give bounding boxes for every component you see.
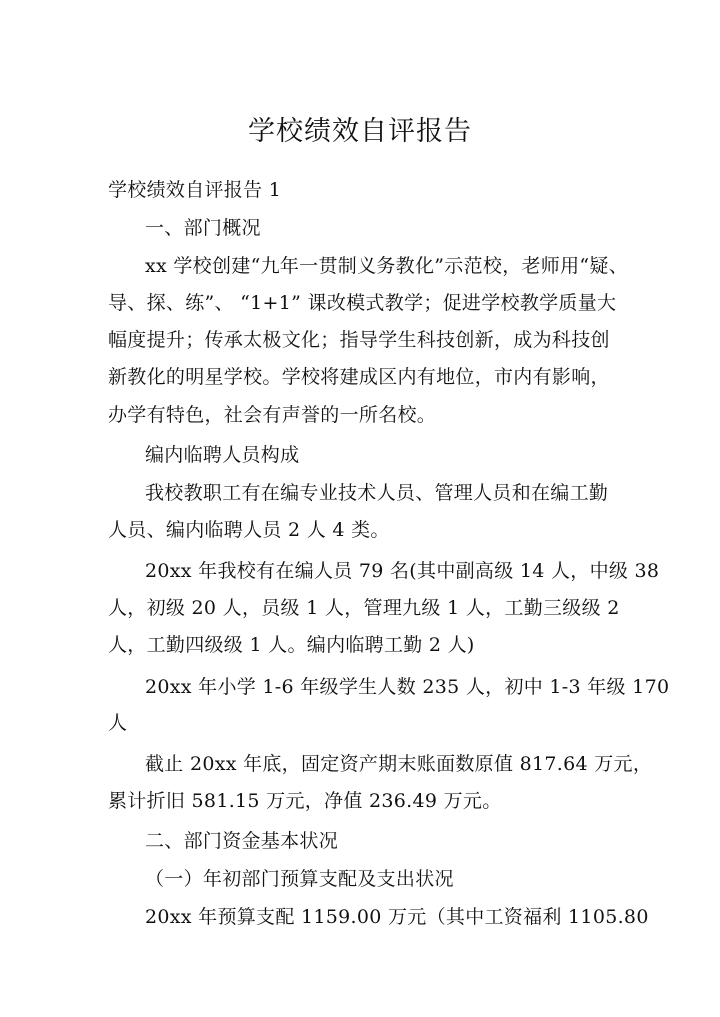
subheading-staff-composition: 编内临聘人员构成 <box>145 444 300 466</box>
paragraph-line: 幅度提升；传承太极文化；指导学生科技创新，成为科技创 <box>108 329 610 351</box>
paragraph-line: 导、探、练”、 “1+1” 课改模式教学；促进学校教学质量大 <box>108 292 617 314</box>
document-title: 学校绩效自评报告 <box>248 116 472 147</box>
paragraph-line: 人，工勤四级级 1 人。编内临聘工勤 2 人) <box>108 634 475 656</box>
paragraph-line: 20xx 年预算支配 1159.00 万元（其中工资福利 1105.80 <box>145 906 649 928</box>
paragraph-line: 人 <box>108 712 128 734</box>
paragraph-line: xx 学校创建“九年一贯制义务教化”示范校，老师用“疑、 <box>145 255 629 277</box>
paragraph-line: 人，初级 20 人，员级 1 人，管理九级 1 人，工勤三级级 2 <box>108 597 620 619</box>
paragraph-line: 累计折旧 581.15 万元，净值 236.49 万元。 <box>108 790 502 812</box>
paragraph-line: 人员、编内临聘人员 2 人 4 类。 <box>108 519 390 541</box>
report-heading: 学校绩效自评报告 1 <box>108 179 282 201</box>
paragraph-line: 截止 20xx 年底，固定资产期末账面数原值 817.64 万元， <box>145 753 653 775</box>
section-heading-dept-overview: 一、部门概况 <box>145 217 261 239</box>
paragraph-line: 办学有特色，社会有声誉的一所名校。 <box>108 404 437 426</box>
section-heading-funds: 二、部门资金基本状况 <box>145 830 339 852</box>
subheading-budget: （一）年初部门预算支配及支出状况 <box>145 868 454 890</box>
paragraph-line: 20xx 年我校有在编人员 79 名(其中副高级 14 人，中级 38 <box>145 560 660 582</box>
paragraph-line: 20xx 年小学 1-6 年级学生人数 235 人，初中 1-3 年级 170 <box>145 676 670 698</box>
paragraph-line: 新教化的明星学校。学校将建成区内有地位，市内有影响， <box>108 366 610 388</box>
paragraph-line: 我校教职工有在编专业技术人员、管理人员和在编工勤 <box>145 482 609 504</box>
